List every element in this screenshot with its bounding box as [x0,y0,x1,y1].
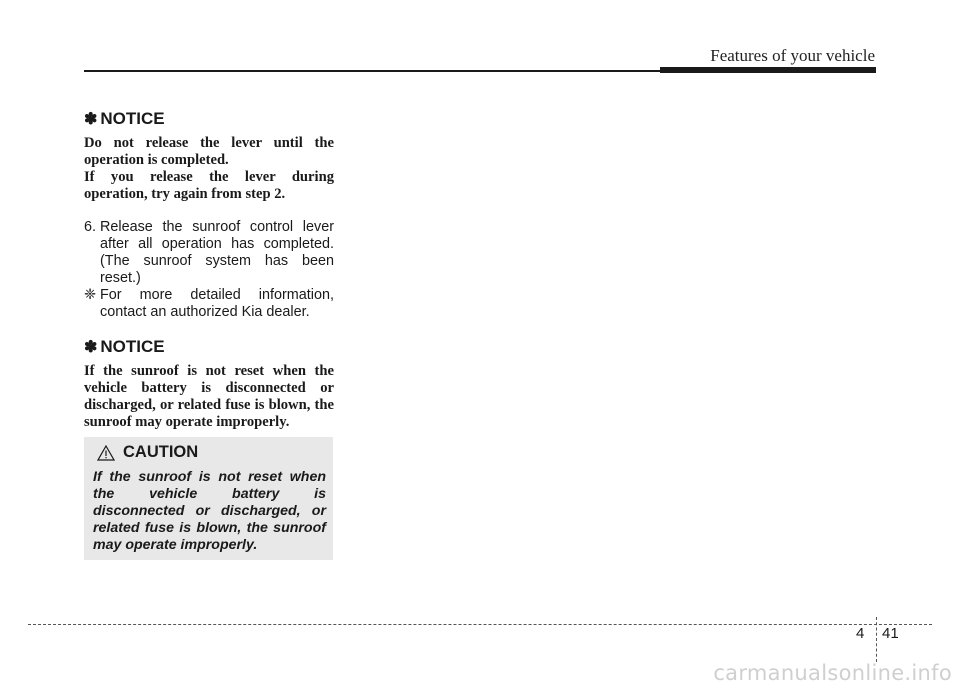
notice-text-line: Do not release the lever until the operation is completed. [84,135,334,168]
notice-label: NOTICE [100,337,165,356]
page-number-divider [876,617,877,662]
notice-star-icon: ✽ [84,339,98,356]
instruction-step [84,219,334,287]
chapter-number: 4 [856,625,865,642]
step-number: 6. [84,219,97,235]
warning-triangle-icon [97,445,115,461]
page-number: 41 [882,625,899,642]
note-text: For more detailed information, contact an authorized Kia dealer. [100,287,334,320]
header-rule [84,70,660,72]
caution-box [84,437,333,560]
notice-heading [84,337,334,357]
notice-text-line: If you release the lever during operation, try again from step 2. [84,169,334,202]
caution-label: CAUTION [123,443,199,461]
caution-heading [97,443,198,462]
notice-star-icon: ✽ [84,111,98,128]
header-rule-accent [660,67,876,73]
content-column [84,109,334,431]
notice-text: If the sunroof is not reset when the vehicle battery is disconnected or discharged, or related fuse is blown, the sunroof may operate improperly. [84,363,334,430]
page-header-title: Features of your vehicle [710,46,875,65]
dealer-note [84,287,334,321]
note-mark-icon: ❈ [84,287,97,303]
notice-block-2 [84,337,334,431]
notice-heading [84,109,334,129]
step-text: Release the sunroof control lever after all operation has completed. (The sunroof system has been reset.) [100,219,334,286]
caution-text: If the sunroof is not reset when the vehicle battery is disconnected or discharged, or related fuse is blown, the sunroof may operate improperly. [93,469,326,553]
watermark-text: carmanualsonline.info [713,661,952,685]
notice-label: NOTICE [100,109,165,128]
footer-rule [28,624,932,625]
